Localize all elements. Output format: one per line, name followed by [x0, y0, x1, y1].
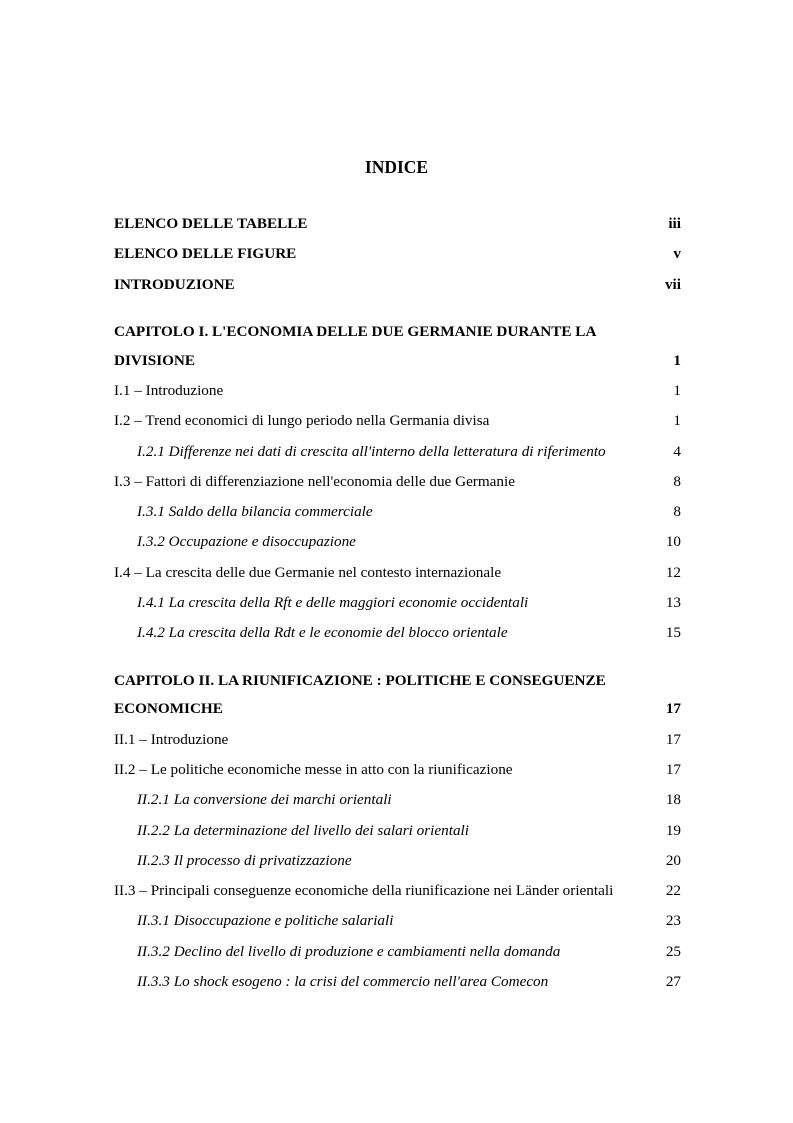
- toc-entry-page: 12: [665, 564, 681, 581]
- toc-entry-elenco-figure: [114, 242, 681, 266]
- toc-subentry: [114, 591, 681, 615]
- toc-subentry-label: II.3.3 Lo shock esogeno : la crisi del commercio nell'area Comecon: [137, 973, 549, 990]
- toc-entry: [114, 409, 681, 433]
- toc-subentry-page: 20: [665, 852, 681, 869]
- toc-subentry-label: II.2.3 Il processo di privatizzazione: [137, 852, 352, 869]
- toc-entry-label: I.2 – Trend economici di lungo periodo nella Germania divisa: [114, 412, 490, 429]
- toc-subentry-page: 8: [673, 503, 681, 520]
- toc-subentry-label: II.2.2 La determinazione del livello dei salari orientali: [137, 822, 469, 839]
- toc-entry-label: I.1 – Introduzione: [114, 382, 224, 399]
- toc-entry: [114, 879, 681, 903]
- toc-subentry: [114, 530, 681, 554]
- chapter-1-page: 1: [673, 352, 681, 369]
- toc-entry-page: 17: [665, 761, 681, 778]
- toc-entry-label: INTRODUZIONE: [114, 276, 235, 293]
- chapter-1-heading-line2: [114, 349, 681, 373]
- toc-entry-page: 1: [673, 412, 681, 429]
- toc-entry-page: iii: [668, 215, 681, 232]
- chapter-2-page: 17: [665, 700, 681, 717]
- toc-subentry: [114, 621, 681, 645]
- toc-entry-label: II.3 – Principali conseguenze economiche della riunificazione nei Länder orientali: [114, 882, 614, 899]
- toc-entry-label: I.3 – Fattori di differenziazione nell'economia delle due Germanie: [114, 473, 515, 490]
- toc-subentry-page: 19: [665, 822, 681, 839]
- toc-subentry-page: 25: [665, 943, 681, 960]
- toc-subentry: [114, 940, 681, 964]
- toc-entry-page: 8: [673, 473, 681, 490]
- chapter-2-heading-line2: [114, 697, 681, 721]
- toc-subentry-label: II.3.1 Disoccupazione e politiche salariali: [137, 912, 394, 929]
- toc-subentry: [114, 500, 681, 524]
- toc-subentry-page: 4: [673, 443, 681, 460]
- chapter-1-heading-text: CAPITOLO I. L'ECONOMIA DELLE DUE GERMANIE DURANTE LA: [114, 323, 597, 340]
- toc-subentry: [114, 440, 681, 464]
- toc-entry-label: ELENCO DELLE FIGURE: [114, 245, 297, 262]
- toc-entry: [114, 470, 681, 494]
- toc-subentry: [114, 819, 681, 843]
- toc-entry: [114, 728, 681, 752]
- toc-subentry-label: I.2.1 Differenze nei dati di crescita all'interno della letteratura di riferimento: [137, 443, 606, 460]
- toc-subentry-label: II.2.1 La conversione dei marchi orientali: [137, 791, 392, 808]
- toc-subentry-page: 23: [665, 912, 681, 929]
- toc-entry: [114, 758, 681, 782]
- toc-subentry-label: I.3.1 Saldo della bilancia commerciale: [137, 503, 373, 520]
- toc-subentry-page: 13: [665, 594, 681, 611]
- toc-entry: [114, 561, 681, 585]
- toc-subentry-label: I.4.2 La crescita della Rdt e le economie del blocco orientale: [137, 624, 508, 641]
- toc-subentry-page: 27: [665, 973, 681, 990]
- toc-subentry-label: I.4.1 La crescita della Rft e delle maggiori economie occidentali: [137, 594, 529, 611]
- chapter-2-heading-line1: [114, 669, 681, 693]
- toc-entry-label: II.2 – Le politiche economiche messe in atto con la riunificazione: [114, 761, 513, 778]
- toc-entry-elenco-tabelle: [114, 212, 681, 236]
- toc-subentry-page: 18: [665, 791, 681, 808]
- toc-subentry: [114, 849, 681, 873]
- toc-entry: [114, 379, 681, 403]
- toc-entry-introduzione: [114, 273, 681, 297]
- toc-subentry-page: 15: [665, 624, 681, 641]
- toc-entry-page: 1: [673, 382, 681, 399]
- chapter-1-heading-text: DIVISIONE: [114, 352, 196, 369]
- toc-subentry: [114, 909, 681, 933]
- toc-entry-page: 17: [665, 731, 681, 748]
- toc-subentry-page: 10: [665, 533, 681, 550]
- toc-subentry: [114, 788, 681, 812]
- toc-subentry-label: II.3.2 Declino del livello di produzione e cambiamenti nella domanda: [137, 943, 561, 960]
- toc-subentry: [114, 970, 681, 994]
- toc-entry-page: 22: [665, 882, 681, 899]
- toc-entry-label: ELENCO DELLE TABELLE: [114, 215, 308, 232]
- toc-subentry-label: I.3.2 Occupazione e disoccupazione: [137, 533, 356, 550]
- page-title: INDICE: [364, 156, 429, 177]
- chapter-2-heading-text: CAPITOLO II. LA RIUNIFICAZIONE : POLITICHE E CONSEGUENZE: [114, 672, 606, 689]
- toc-entry-label: I.4 – La crescita delle due Germanie nel contesto internazionale: [114, 564, 502, 581]
- chapter-2-heading-text: ECONOMICHE: [114, 700, 223, 717]
- chapter-1-heading-line1: [114, 320, 681, 344]
- toc-entry-page: v: [673, 245, 681, 262]
- toc-entry-page: vii: [664, 276, 681, 293]
- toc-entry-label: II.1 – Introduzione: [114, 731, 229, 748]
